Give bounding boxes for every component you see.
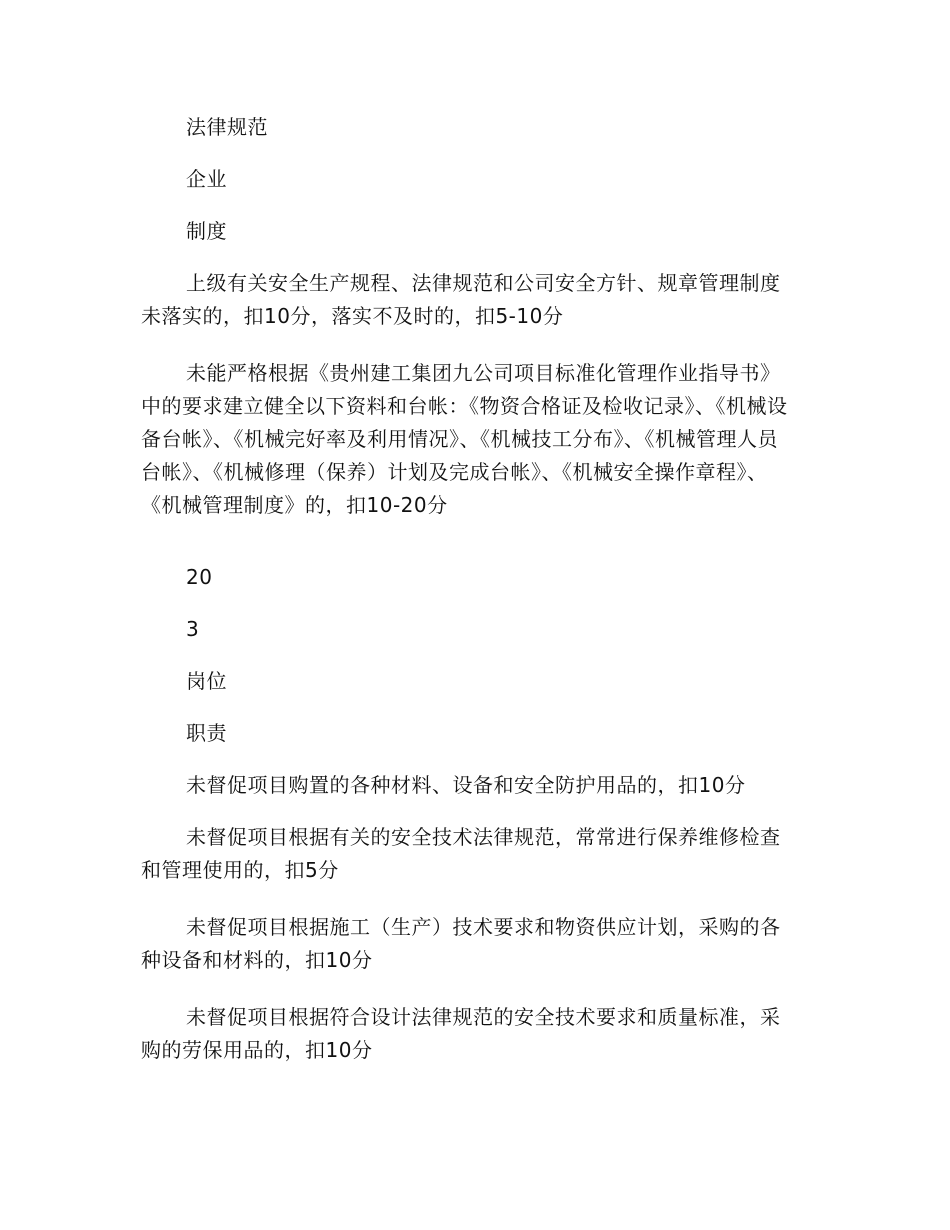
paragraph-post: 岗位 — [186, 669, 227, 693]
paragraph-purchase-supervision: 未督促项目购置的各种材料、设备和安全防护用品的，扣10分 — [186, 773, 746, 797]
paragraph-score-20: 20 — [186, 565, 213, 589]
paragraph-legal-norms: 法律规范 — [186, 115, 268, 139]
paragraph-system: 制度 — [186, 219, 227, 243]
paragraph-safety-rules: 上级有关安全生产规程、法律规范和公司安全方针、规章管理制度未落实的，扣10分，落实不及时的，扣5-10分 — [141, 271, 781, 328]
paragraph-records-ledgers: 未能严格根据《贵州建工集团九公司项目标准化管理作业指导书》中的要求建立健全以下资料和台帐：《物资合格证及检收记录》、《机械设备台帐》、《机械完好率及利用情况》、《机械技工分布》、《机械管理人员台帐》、《机械修理（保养）计划及完成台帐》、《机械安全操作章程》、《机械管理制度》的，扣10-20分 — [141, 361, 788, 517]
paragraph-procurement-plan: 未督促项目根据施工（生产）技术要求和物资供应计划，采购的各种设备和材料的，扣10分 — [141, 915, 781, 972]
paragraph-maintenance-supervision: 未督促项目根据有关的安全技术法律规范，常常进行保养维修检查和管理使用的，扣5分 — [141, 825, 781, 882]
paragraph-duties: 职责 — [186, 721, 227, 745]
paragraph-protective-supplies: 未督促项目根据符合设计法律规范的安全技术要求和质量标准，采购的劳保用品的，扣10分 — [141, 1005, 781, 1062]
paragraph-number-3: 3 — [186, 617, 200, 641]
paragraph-enterprise: 企业 — [186, 167, 227, 191]
